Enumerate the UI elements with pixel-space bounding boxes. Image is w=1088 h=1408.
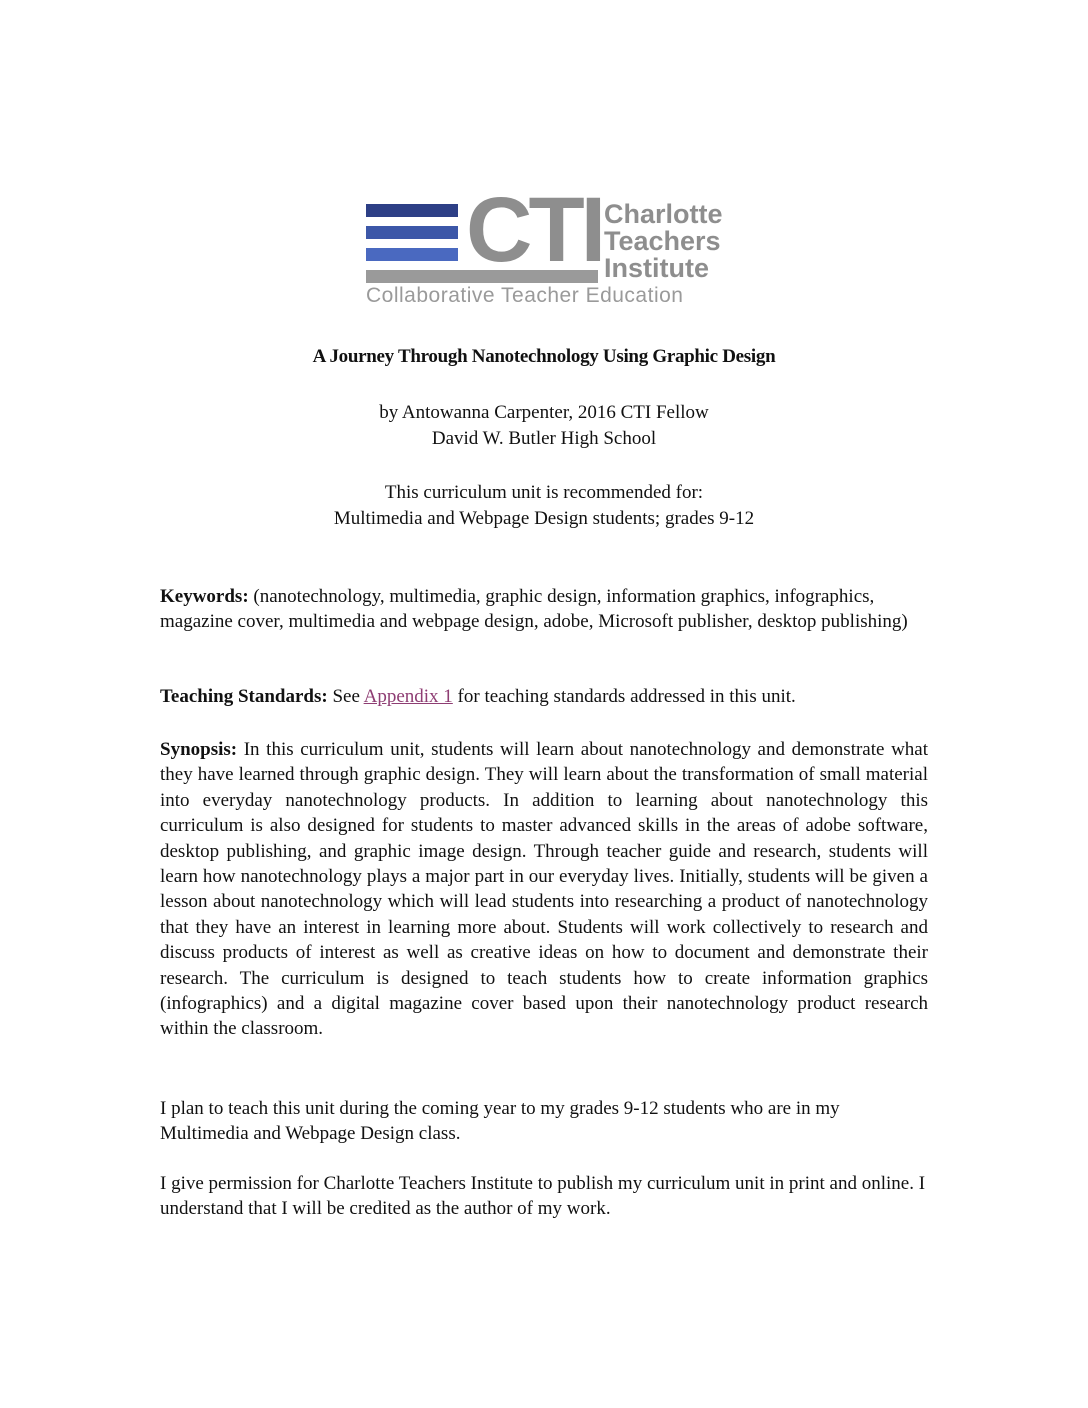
logo-stripe-1 [366,204,458,217]
recommendation-intro: This curriculum unit is recommended for: [384,482,704,503]
logo-abbreviation: CTI [466,179,603,281]
byline [0,400,1088,452]
teaching-standards-label: Teaching Standards: [160,686,328,707]
logo-org-line-1: Charlotte [604,199,723,229]
author-line: by Antowanna Carpenter, 2016 CTI Fellow [379,402,709,423]
recommendation [0,480,1088,532]
permission-paragraph: I give permission for Charlotte Teachers Institute to publish my curriculum unit in print and online. I understand that I will be credited as the author of my work. [160,1173,926,1220]
teaching-standards-post: for teaching standards addressed in this unit. [452,686,796,707]
teaching-standards-paragraph [160,684,928,709]
logo-org-name [604,201,723,282]
teaching-standards-pre: See [327,686,364,707]
logo-org-line-2: Teachers [604,226,721,256]
logo-org-line-3: Institute [604,253,709,283]
logo-stripe-3 [366,248,458,261]
document-title: A Journey Through Nanotechnology Using Graphic Design [312,346,776,367]
synopsis-paragraph [160,737,928,1042]
plan-paragraph: I plan to teach this unit during the coming year to my grades 9-12 students who are in my Multimedia and Webpage Design class. [160,1098,840,1145]
logo-tagline: Collaborative Teacher Education [366,284,684,307]
synopsis-label: Synopsis: [160,739,238,760]
keywords-label: Keywords: [160,586,249,607]
school-line: David W. Butler High School [431,428,657,449]
cti-logo [364,179,744,312]
keywords-paragraph [160,584,928,635]
appendix-link[interactable]: Appendix 1 [363,686,453,707]
logo-stripe-2 [366,226,458,239]
keywords-text: (nanotechnology, multimedia, graphic design, information graphics, infographics, magazine cover, multimedia and webpage design, adobe, Microsoft publisher, desktop publishing) [160,586,908,633]
synopsis-text: In this curriculum unit, students will learn about nanotechnology and demonstrate what they have learned through graphic design. They will learn about the transformation of small material into everyday nanotechnology products. In addition to learning about nanotechnology this curriculum is also designed for students to master advanced skills in the areas of adobe software, desktop publishing, and graphic image design. Through teacher guide and research, students will learn how nanotechnology plays a major part in our everyday lives. Initially, students will be given a lesson about nanotechnology which will lead students into researching a product of nanotechnology that they have an interest in learning more about. Students will work collectively to research and discuss products of interest as well as creative ideas on how to document and demonstrate their research. The curriculum is designed to teach students how to create information graphics (infographics) and a digital magazine cover based upon their nanotechnology product research within the classroom. [160,739,928,1040]
recommendation-audience: Multimedia and Webpage Design students; grades 9-12 [333,508,755,529]
